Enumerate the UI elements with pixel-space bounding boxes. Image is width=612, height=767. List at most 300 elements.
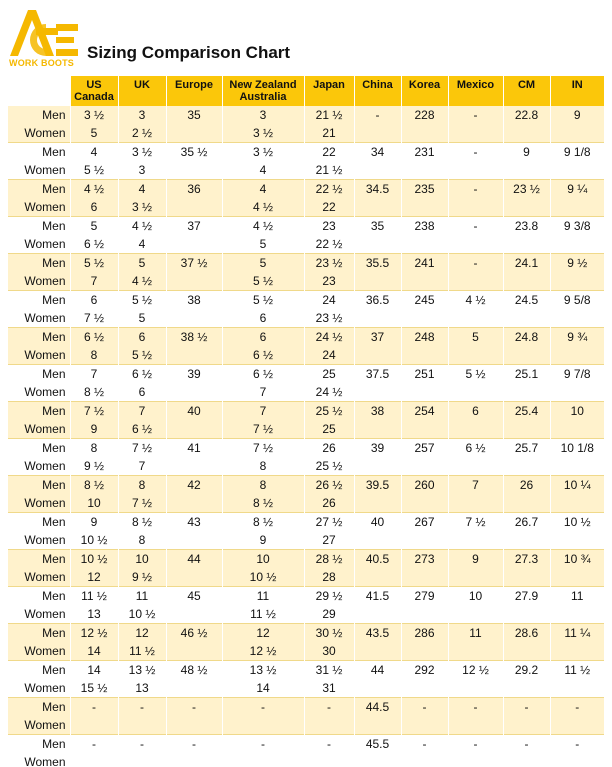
table-cell: 286 [401,624,448,643]
row-label-women: Women [24,385,66,400]
table-cell: 37 ½ [166,254,222,273]
table-cell: 25 ½ [304,457,354,476]
table-cell: 25.7 [503,439,550,458]
table-cell: 7 ½ [448,513,503,532]
column-header-line1: CM [517,79,536,91]
row-label-women: Women [8,642,70,661]
table-cell: 48 ½ [166,661,222,680]
table-cell [166,605,222,624]
table-row-men [8,624,604,643]
table-cell: 14 [70,661,118,680]
table-cell: 12 ½ [70,624,118,643]
table-cell [166,494,222,513]
row-label-women: Women [24,533,66,548]
table-cell: 8 [118,476,166,495]
table-cell: 31 [304,679,354,698]
table-cell: 9 1/8 [550,143,604,162]
row-label-men: Men [8,143,70,162]
table-cell: 273 [401,550,448,569]
table-cell: 23 [304,217,354,236]
table-cell: 10 [222,550,304,569]
table-cell: 39.5 [354,476,401,495]
table-cell: 24 [304,291,354,310]
table-cell [550,383,604,402]
table-cell [166,124,222,143]
table-cell: - [70,698,118,717]
table-cell: 24 ½ [304,328,354,347]
table-row-men [8,217,604,236]
table-cell: 7 ½ [118,439,166,458]
table-cell: 39 [354,439,401,458]
table-cell: 228 [401,106,448,124]
table-cell [354,198,401,217]
table-cell: 4 [118,235,166,254]
table-cell [401,753,448,767]
table-cell: 10 1/8 [550,439,604,458]
table-cell: - [354,106,401,124]
table-cell [166,161,222,180]
table-cell: 27 [304,531,354,550]
table-cell: 25 [304,420,354,439]
table-cell: - [222,698,304,717]
table-cell [166,309,222,328]
table-cell [503,605,550,624]
table-cell: 9 ¼ [550,180,604,199]
column-header-line2: Australia [239,91,287,103]
sizing-table [8,76,604,767]
table-cell: 7 ½ [118,494,166,513]
table-cell: 40 [354,513,401,532]
table-cell: 26 [304,439,354,458]
row-label-women: Women [8,568,70,587]
table-cell: 7 [118,402,166,421]
table-cell: 3 ½ [70,106,118,124]
table-cell: 13 ½ [118,661,166,680]
table-cell: 8 ½ [222,494,304,513]
table-cell: 24 [304,346,354,365]
table-cell: - [401,698,448,717]
row-label-men: Men [8,217,70,236]
table-row-women [8,457,604,476]
row-label-men: Men [8,550,70,569]
table-cell [354,605,401,624]
table-cell [354,124,401,143]
table-cell: 13 [70,605,118,624]
table-cell: 37 [166,217,222,236]
table-cell [550,679,604,698]
table-cell: 8 [118,531,166,550]
table-cell: 4 [222,161,304,180]
table-cell: 24.8 [503,328,550,347]
table-cell: 8 [222,476,304,495]
header [0,0,612,76]
table-cell: 29.2 [503,661,550,680]
table-cell: 45.5 [354,735,401,754]
table-row-men [8,254,604,273]
table-cell [166,235,222,254]
table-cell [401,716,448,735]
row-label-men: Men [8,106,70,124]
table-cell: 7 [70,272,118,291]
table-cell: 3 ½ [118,143,166,162]
table-row-men [8,143,604,162]
table-cell: 35 ½ [166,143,222,162]
table-cell: 9 [448,550,503,569]
table-cell: 42 [166,476,222,495]
table-cell: 245 [401,291,448,310]
table-cell: 27.9 [503,587,550,606]
row-label-women: Women [8,494,70,513]
row-label-women: Women [24,681,66,696]
table-cell: 27 ½ [304,513,354,532]
table-cell: 24.1 [503,254,550,273]
table-row-women [8,124,604,143]
table-cell: 8 ½ [70,383,118,402]
column-header [70,76,118,106]
table-cell: 4 ½ [118,272,166,291]
table-cell [354,272,401,291]
table-cell [448,753,503,767]
table-row-women [8,383,604,402]
table-cell: - [118,698,166,717]
table-cell [503,531,550,550]
row-label-men: Men [8,476,70,495]
table-cell: 10 [118,550,166,569]
table-cell [550,642,604,661]
table-cell: 7 [70,365,118,384]
row-label-women: Women [8,716,70,735]
table-cell: 26 ½ [304,476,354,495]
table-cell: 267 [401,513,448,532]
table-cell: 14 [222,679,304,698]
table-row-men [8,513,604,532]
table-cell: 30 ½ [304,624,354,643]
table-cell: 10 ½ [550,513,604,532]
table-cell: 9 7/8 [550,365,604,384]
table-cell: 14 [70,642,118,661]
table-cell [304,716,354,735]
table-cell [503,420,550,439]
table-cell: 6 [70,198,118,217]
table-cell: - [550,698,604,717]
table-cell [401,642,448,661]
table-cell [354,531,401,550]
table-row-men [8,550,604,569]
row-label-women: Women [24,459,66,474]
table-cell [70,753,118,767]
table-cell: - [550,735,604,754]
table-cell: - [222,735,304,754]
table-cell: 8 [222,457,304,476]
table-cell: 41 [166,439,222,458]
header-corner [8,76,70,106]
table-row-women [8,716,604,735]
row-label-men: Men [8,587,70,606]
table-row-men [8,291,604,310]
table-cell: 4 ½ [118,217,166,236]
table-cell: - [503,735,550,754]
table-cell: 35 [166,106,222,124]
table-cell: 3 ½ [222,143,304,162]
table-cell: 38 ½ [166,328,222,347]
table-cell [166,568,222,587]
row-label-men: Men [8,365,70,384]
table-cell: 260 [401,476,448,495]
table-cell [550,753,604,767]
table-cell [448,568,503,587]
table-cell: 21 [304,124,354,143]
table-cell: 4 [222,180,304,199]
table-cell [503,679,550,698]
table-cell: 10 ¼ [550,476,604,495]
table-cell [401,124,448,143]
table-cell [166,383,222,402]
table-cell [166,420,222,439]
table-cell: 4 ½ [448,291,503,310]
table-cell: 23 [304,272,354,291]
table-cell: 4 ½ [222,198,304,217]
table-cell: 11 ½ [118,642,166,661]
table-cell: 7 ½ [222,420,304,439]
table-cell [448,716,503,735]
table-cell: 8 ½ [118,513,166,532]
row-label-women: Women [8,420,70,439]
table-cell: 6 [118,383,166,402]
table-cell: 3 ½ [118,198,166,217]
table-cell: 31 ½ [304,661,354,680]
table-cell: 6 [222,309,304,328]
table-cell: 36.5 [354,291,401,310]
table-cell [550,309,604,328]
table-cell [166,642,222,661]
table-cell [401,272,448,291]
table-cell [354,494,401,513]
column-header-line1: New Zealand [229,79,297,91]
table-cell: 25.4 [503,402,550,421]
table-cell: 4 [118,180,166,199]
table-cell: 6 [118,328,166,347]
table-cell [550,124,604,143]
table-cell: 9 [70,513,118,532]
table-row-men [8,698,604,717]
table-cell [166,346,222,365]
table-cell [354,309,401,328]
table-cell: 23 ½ [304,309,354,328]
table-row-men [8,365,604,384]
table-cell: 34.5 [354,180,401,199]
table-cell: 3 [118,106,166,124]
table-cell [354,420,401,439]
table-cell: 5 ½ [118,291,166,310]
table-cell [448,161,503,180]
table-cell: - [448,217,503,236]
table-cell: 12 ½ [448,661,503,680]
table-cell [222,753,304,767]
table-cell: 5 ½ [118,346,166,365]
table-row-women [8,420,604,439]
logo-text: WORK BOOTS [9,58,74,68]
table-cell [166,753,222,767]
table-cell: 39 [166,365,222,384]
table-cell: 22 [304,143,354,162]
table-cell: 37.5 [354,365,401,384]
table-cell [448,346,503,365]
table-cell [118,753,166,767]
table-cell: 29 [304,605,354,624]
table-cell [448,494,503,513]
table-cell [354,346,401,365]
table-cell: 23.8 [503,217,550,236]
table-cell: 292 [401,661,448,680]
table-cell: - [448,254,503,273]
table-row-men [8,402,604,421]
table-cell: 9 [503,143,550,162]
table-cell: 22 ½ [304,235,354,254]
table-cell [503,346,550,365]
table-cell [503,716,550,735]
table-cell: 10 ½ [222,568,304,587]
table-cell: 28 ½ [304,550,354,569]
column-header-line1: Mexico [456,79,495,91]
table-cell [401,531,448,550]
table-cell: 4 [70,143,118,162]
table-cell: 22.8 [503,106,550,124]
table-cell [354,642,401,661]
column-header [448,76,503,106]
table-cell: - [448,735,503,754]
table-cell: 5 ½ [222,291,304,310]
table-cell: 41.5 [354,587,401,606]
table-cell: 21 ½ [304,106,354,124]
table-cell: 5 [222,235,304,254]
table-cell [448,420,503,439]
row-label-men: Men [8,254,70,273]
table-cell: 6 ½ [70,328,118,347]
column-header-line1: Korea [408,79,441,91]
table-cell [550,198,604,217]
table-cell: 5 [448,328,503,347]
table-row-men [8,476,604,495]
table-cell: 43.5 [354,624,401,643]
table-cell [448,309,503,328]
table-cell: 6 [222,328,304,347]
table-cell [222,716,304,735]
table-cell [354,161,401,180]
row-label-men: Men [8,624,70,643]
table-cell: 9 [70,420,118,439]
table-cell: 9 [550,106,604,124]
table-cell [304,753,354,767]
column-header-line1: Europe [175,79,213,91]
table-cell: 25 [304,365,354,384]
table-cell [448,605,503,624]
table-cell [550,568,604,587]
table-cell: 27.3 [503,550,550,569]
table-cell [550,235,604,254]
table-row-women [8,568,604,587]
table-cell [166,679,222,698]
table-row-women [8,679,604,698]
table-cell [401,309,448,328]
table-cell: 7 [222,402,304,421]
table-cell: 45 [166,587,222,606]
table-cell: 11 [550,587,604,606]
table-row-women [8,198,604,217]
table-cell [448,642,503,661]
column-header-line1: Japan [313,79,345,91]
table-cell: 3 [118,161,166,180]
row-label-women: Women [24,311,66,326]
table-cell: 4 ½ [70,180,118,199]
table-cell [354,457,401,476]
table-cell [503,124,550,143]
column-header [222,76,304,106]
table-cell [550,457,604,476]
table-cell: 9 ½ [550,254,604,273]
row-label-men: Men [8,402,70,421]
table-cell: 26 [304,494,354,513]
table-cell: - [304,698,354,717]
table-cell [401,383,448,402]
table-cell: 8 ½ [70,476,118,495]
row-label-women: Women [8,272,70,291]
table-cell [550,161,604,180]
table-cell [448,272,503,291]
table-cell: - [503,698,550,717]
row-label-women: Women [8,124,70,143]
table-cell [550,346,604,365]
table-cell [166,716,222,735]
table-cell: - [448,143,503,162]
table-cell [503,161,550,180]
table-cell [448,235,503,254]
row-label-women: Women [24,607,66,622]
table-cell: 8 ½ [222,513,304,532]
table-cell: 26.7 [503,513,550,532]
table-cell [354,235,401,254]
table-cell [550,494,604,513]
table-cell: 10 [70,494,118,513]
table-cell [550,420,604,439]
table-cell: - [166,735,222,754]
table-cell: 7 [448,476,503,495]
table-cell: - [70,735,118,754]
table-cell [550,531,604,550]
row-label-women: Women [8,198,70,217]
table-cell: 35.5 [354,254,401,273]
table-cell: 254 [401,402,448,421]
table-cell: 9 3/8 [550,217,604,236]
table-cell: 25 ½ [304,402,354,421]
table-cell: 5 ½ [70,254,118,273]
table-cell [166,457,222,476]
column-header [118,76,166,106]
table-cell: 11 [222,587,304,606]
table-row-men [8,180,604,199]
table-cell: 46 ½ [166,624,222,643]
table-cell: 248 [401,328,448,347]
table-cell: 7 [222,383,304,402]
table-cell: 3 ½ [222,124,304,143]
table-cell [401,235,448,254]
table-row-men [8,106,604,124]
table-cell: 5 [70,124,118,143]
table-cell: 10 ¾ [550,550,604,569]
table-cell: 231 [401,143,448,162]
table-cell: 25.1 [503,365,550,384]
table-cell [166,531,222,550]
table-cell [503,568,550,587]
